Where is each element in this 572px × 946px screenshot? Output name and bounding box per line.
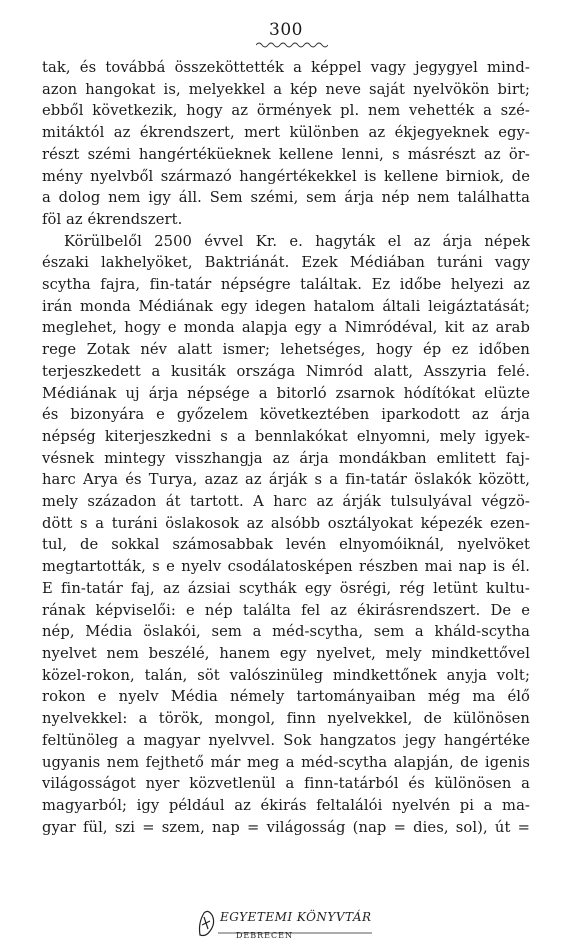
text-line: részt szémi hangértéküeknek kellene lenni, s másrészt az ör- [42,145,530,163]
text-line: azon hangokat is, melyekkel a kép neve saját nyelvökön birt; [42,80,530,98]
text-line: mitáktól az ékrendszert, mert különben az ékjegyeknek egy- [42,124,530,142]
text-line: mely századon át tartott. A harc az árják tulsulyával végzö- [42,493,530,511]
text-line: magyarból; igy például az ékirás feltalálói nyelvén pi a ma- [42,796,530,814]
text-line: nyelvet nem beszélé, hanem egy nyelvet, mely mindkettővel [42,644,530,662]
text-line: ebből következik, hogy az örmények pl. nem vehették a szé- [42,102,530,120]
text-line: rege Zotak név alatt ismer; lehetséges, hogy ép ez időben [42,341,530,359]
text-line: feltünöleg a magyar nyelvvel. Sok hangzatos jegy hangértéke [42,731,530,749]
body-text [42,57,530,838]
text-line: terjeszkedett a kusiták országa Nimród alatt, Asszyria felé. [42,362,530,380]
wavy-rule-ornament [256,41,328,49]
text-line: föl az ékrendszert. [42,210,183,228]
text-line: E fin-tatár faj, az ázsiai scythák egy ösrégi, rég letünt kultu- [42,579,530,597]
text-line: tak, és továbbá összeköttették a képpel vagy jegygyel mind- [42,59,530,76]
text-line: vésnek mintegy visszhangja az árja mondákban emlitett faj- [42,449,530,467]
text-line: népség kiterjeszkedni s a bennlakókat elnyomni, mely igyek- [42,427,530,445]
text-line: a dolog nem igy áll. Sem szémi, sem árja nép nem találhatta [42,189,530,207]
page-number: 300 [269,20,303,40]
text-line: gyar fül, szi = szem, nap = világosság (nap = dies, sol), út = [42,818,530,836]
text-line: közel-rokon, talán, söt valószinüleg mindkettőnek anyja volt; [42,666,530,684]
text-line: Körülbelől 2500 évvel Kr. e. hagyták el az árja népek [64,232,530,250]
text-line: rának képviselői: e nép találta fel az ékirásrendszert. De e [42,601,530,619]
text-line: scytha fajra, fin-tatár népségre találtak. Ez időbe helyezi az [42,276,530,294]
text-line: tul, de sokkal számosabbak levén elnyomóiknál, nyelvöket [42,536,530,554]
text-line: megtartották, s e nyelv csodálatosképen részben mai nap is él. [42,558,530,576]
text-line: meglehet, hogy e monda alapja egy a Nimródéval, kit az arab [42,319,530,337]
svg-text:DEBRECEN: DEBRECEN [236,931,293,940]
text-line: nyelvekkel: a török, mongol, finn nyelvekkel, de különösen [42,710,530,728]
library-stamp [196,905,376,941]
text-line: mény nyelvből származó hangértékekkel is kellene birniok, de [42,167,530,185]
text-line: dött s a turáni öslakosok az alsóbb osztályokat képezék ezen- [42,514,530,532]
stamp-text: EGYETEMI KÖNYVTÁR [220,910,372,924]
text-line: északi lakhelyöket, Baktriánát. Ezek Médiában turáni vagy [42,254,530,272]
text-line: ugyanis nem fejthető már meg a méd-scytha alapján, de igenis [42,753,530,771]
text-line: és bizonyára e győzelem következtében iparkodott az árja [42,406,530,424]
text-line: irán monda Médiának egy idegen hatalom általi leigáztatását; [42,297,530,315]
text-line: rokon e nyelv Média némely tartományaiban még ma élő [42,688,530,706]
text-line: világosságot nyer közvetlenül a finn-tatárból és különösen a [42,775,530,793]
text-line: Médiának uj árja népsége a bitorló zsarnok hódítókat elüzte [42,384,530,402]
text-line: nép, Média öslakói, sem a méd-scytha, sem a kháld-scytha [42,623,530,641]
text-line: harc Arya és Turya, azaz az árják s a fin-tatár öslakók között, [42,471,530,489]
